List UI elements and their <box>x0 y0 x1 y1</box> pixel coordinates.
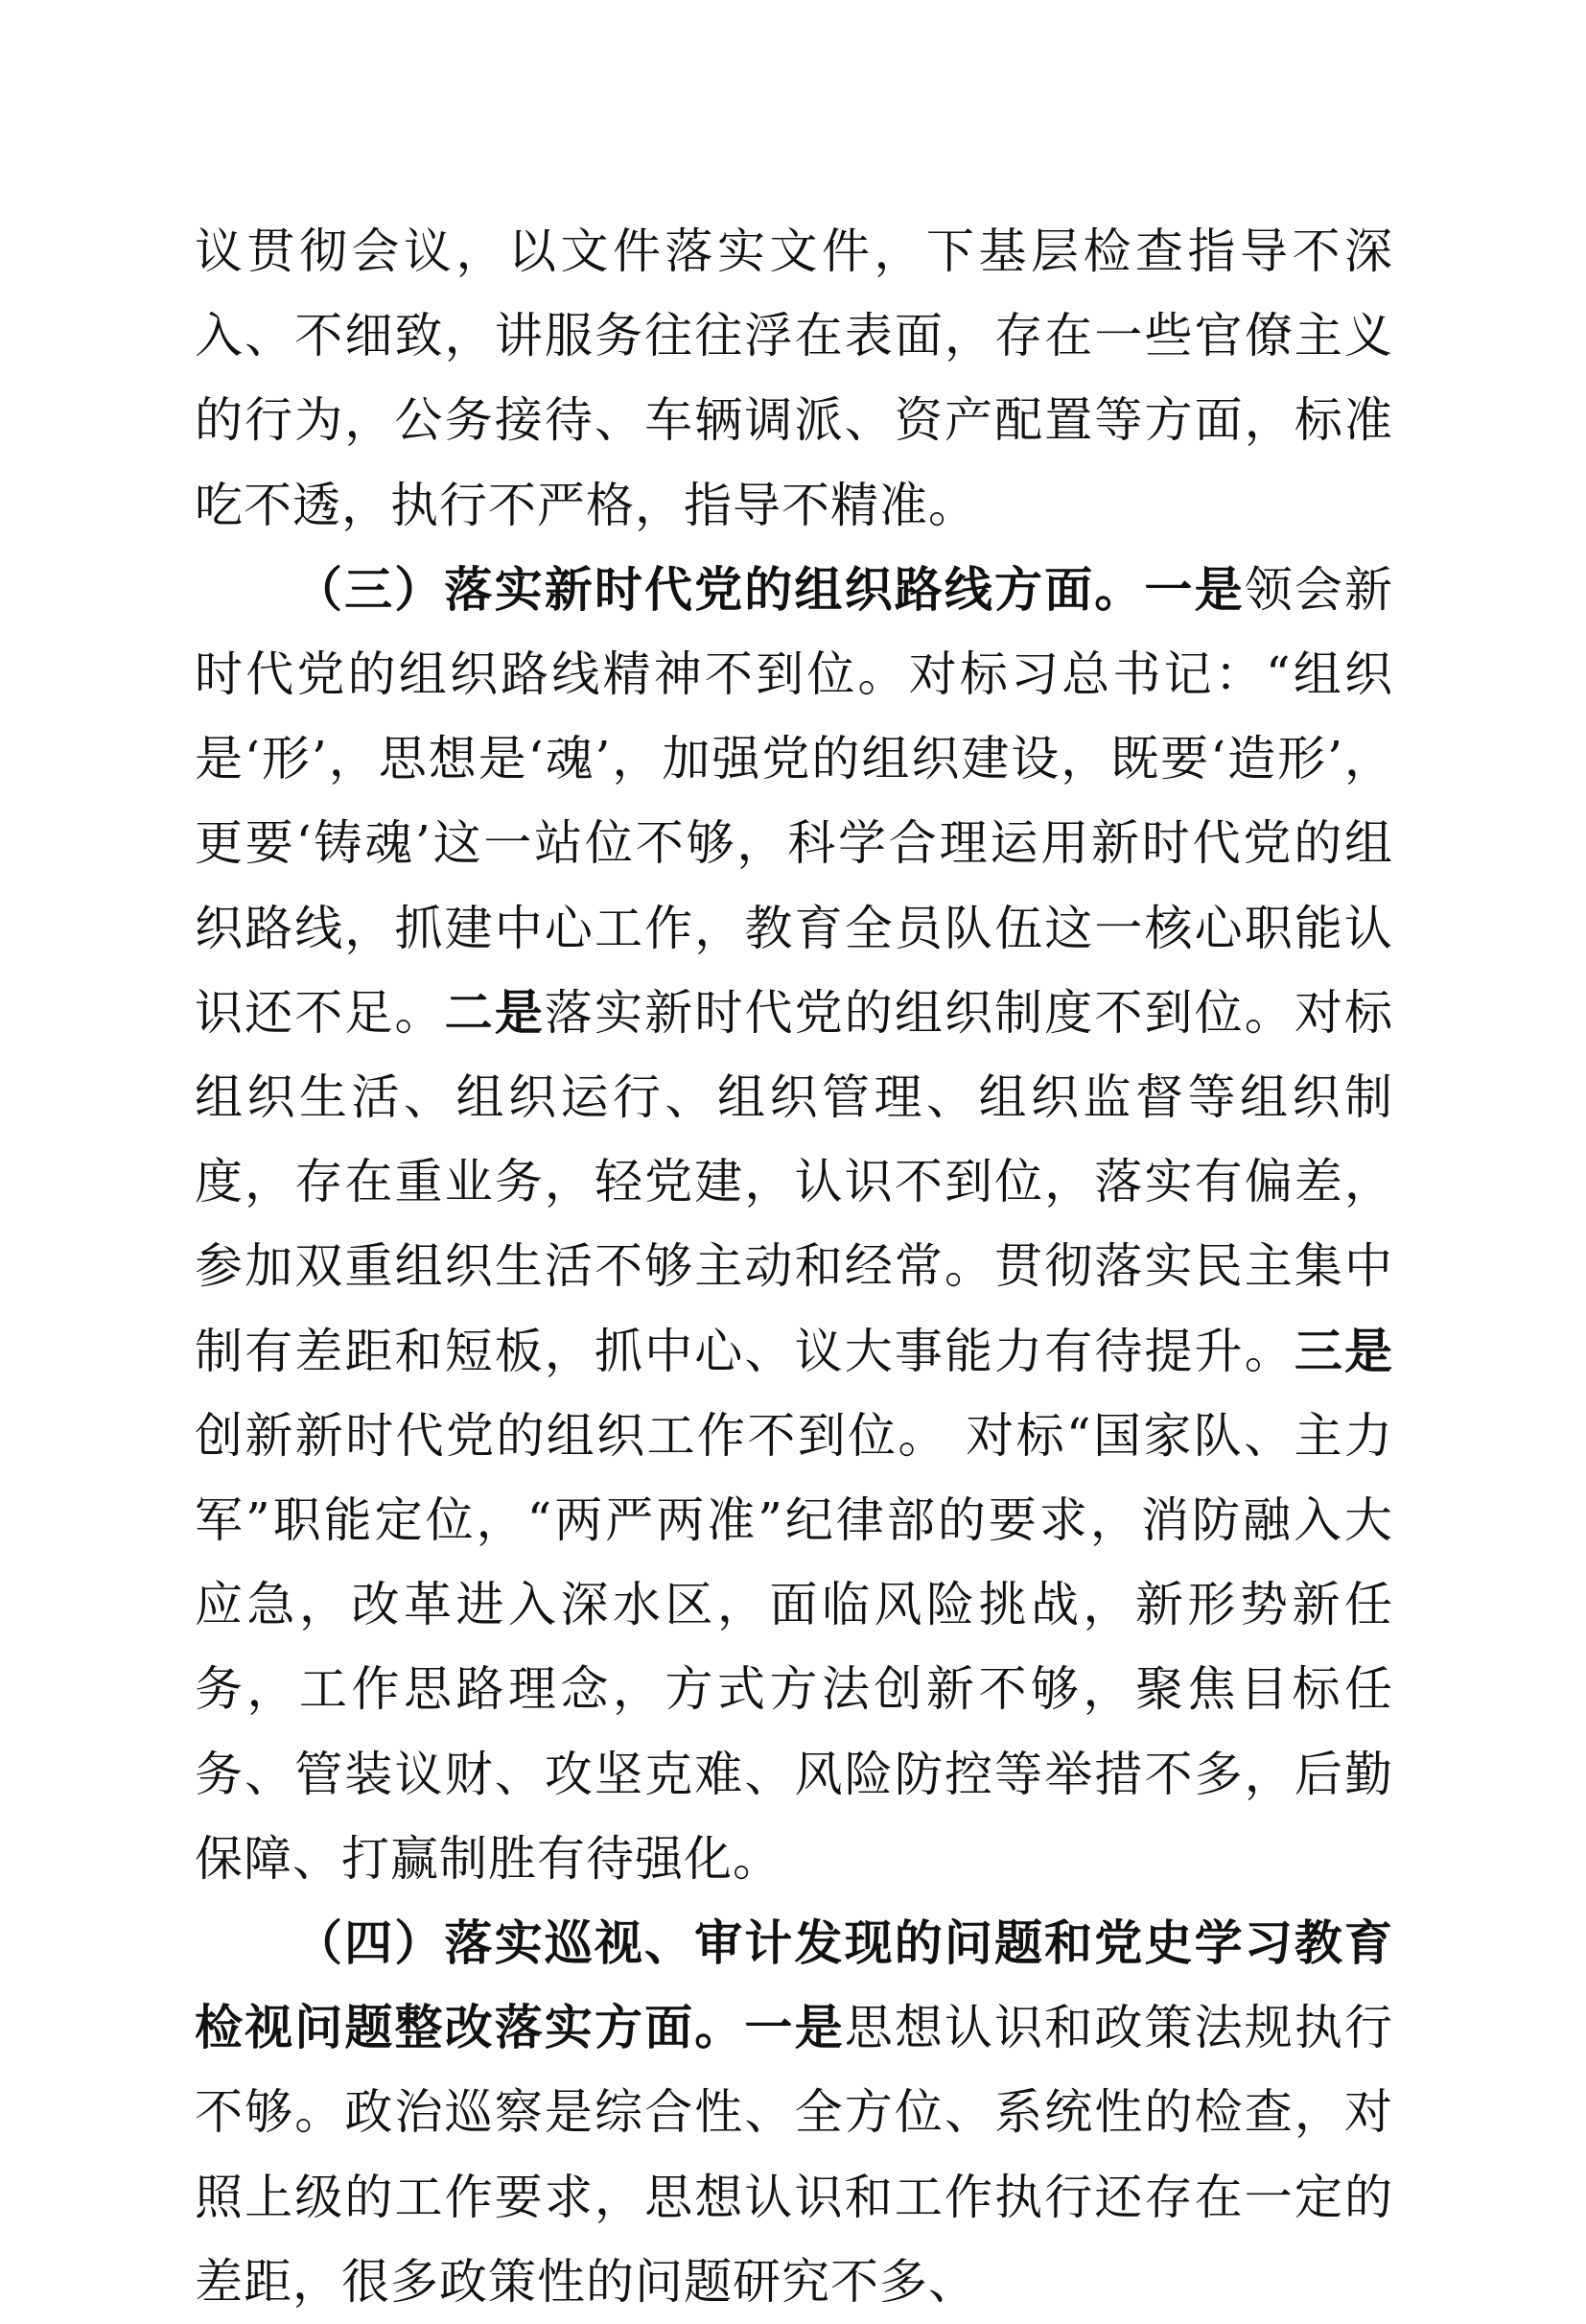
paragraph-1 <box>195 209 1393 548</box>
document-body <box>195 209 1393 2324</box>
body-text: 创新新时代党的组织工作不到位。 对标“国家队、主力军”职能定位，“两严两准”纪律部的要求，消防融入大应急，改革进入深水区，面临风险挑战，新形势新任务，工作思路理念，方式方法创新不够，聚焦目标任务、管装议财、攻坚克难、风险防控等举措不多，后勤保障、打赢制胜有待强化。 <box>195 1407 1393 1887</box>
section-heading-3: （三）落实新时代党的组织路线方面。一是 <box>294 561 1245 618</box>
paragraph-2 <box>195 548 1393 1901</box>
body-text: 思想认识和政策法规执行不够。政治巡察是综合性、全方位、系统性的检查，对照上级的工作要求，思想认识和工作执行还存在一定的差距，很多政策性的问题研究不多、 <box>195 2000 1394 2310</box>
section-heading-4: （四）落实巡视、审计发现的问题和党史学习教育检视问题整改落实方面。一是 <box>195 1915 1393 2056</box>
body-text: 落实新时代党的组织制度不到位。对标组织生活、组织运行、组织管理、组织监督等组织制度，存在重业务，轻党建，认识不到位，落实有偏差，参加双重组织生活不够主动和经常。贯彻落实民主集中制有差距和短板，抓中心、议大事能力有待提升。 <box>195 984 1394 1379</box>
point-marker-2: 二是 <box>444 984 545 1041</box>
body-text: 领会新时代党的组织路线精神不到位。对标习总书记：“组织是‘形’，思想是‘魂’，加强党的组织建设，既要‘造形’，更要‘铸魂’这一站位不够，科学合理运用新时代党的组织路线，抓建中心工作，教育全员队伍这一核心职能认识还不足。 <box>195 561 1394 1041</box>
paragraph-3 <box>195 1901 1393 2324</box>
body-text: 议贯彻会议，以文件落实文件，下基层检查指导不深入、不细致，讲服务往往浮在表面，存在一些官僚主义的行为，公务接待、车辆调派、资产配置等方面，标准吃不透，执行不严格，指导不精准。 <box>195 223 1393 533</box>
point-marker-3: 三是 <box>1294 1323 1394 1379</box>
